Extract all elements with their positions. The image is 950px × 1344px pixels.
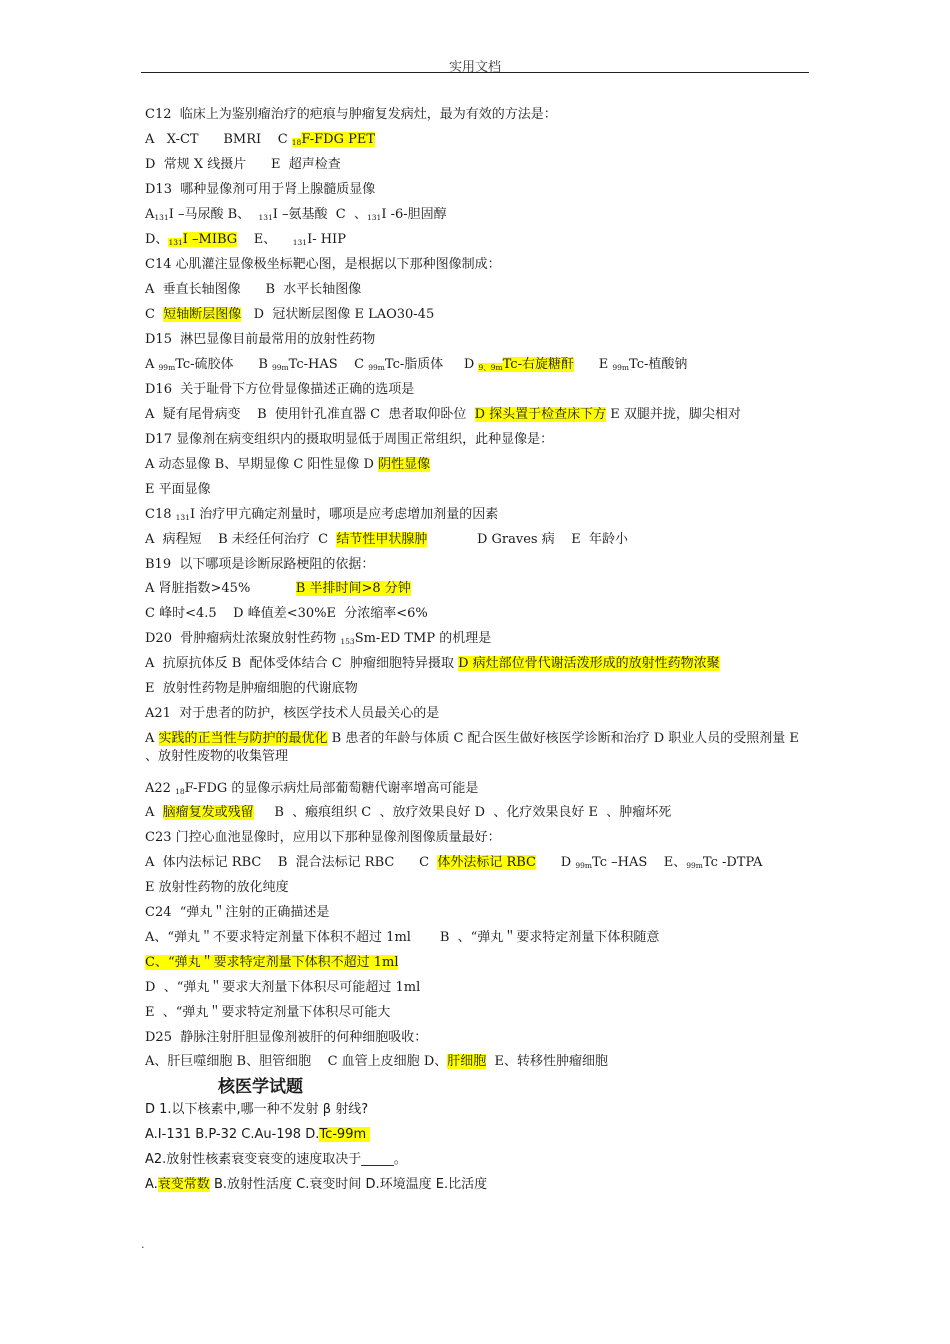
text-segment: A xyxy=(145,731,159,746)
highlighted-answer: Tc-99m xyxy=(319,1127,371,1142)
text-line xyxy=(145,456,430,474)
text-segment: B 、瘢痕组织 C 、放疗效果良好 D 、化疗效果良好 E 、肿瘤坏死 xyxy=(253,805,672,820)
isotope-mass-number: 131 xyxy=(367,213,382,222)
text-segment: D16 关于耻骨下方位骨显像描述正确的选项是 xyxy=(145,382,415,397)
header-rule xyxy=(141,72,809,73)
isotope-mass-number: 131 xyxy=(258,213,273,222)
text-segment: E、转移性肿瘤细胞 xyxy=(486,1054,609,1069)
text-line xyxy=(145,1176,487,1194)
text-line xyxy=(145,531,628,549)
text-segment: Sm-ED TMP 的机理是 xyxy=(354,631,492,646)
text-line xyxy=(145,829,501,847)
text-line xyxy=(145,256,501,274)
text-segment: A 病程短 B 未经任何治疗 C xyxy=(145,532,337,547)
highlighted-answer: B 半排时间>8 分钟 xyxy=(295,581,411,596)
text-line xyxy=(145,1053,608,1071)
text-line xyxy=(145,131,375,150)
text-segment: B19 以下哪项是诊断尿路梗阻的依据： xyxy=(145,557,375,572)
text-segment: Tc-脂质体 D xyxy=(384,357,479,372)
text-line xyxy=(145,281,361,299)
text-line xyxy=(145,780,478,799)
highlighted-answer: 131 xyxy=(168,238,183,247)
text-line xyxy=(145,854,762,873)
text-segment: A 疑有尾骨病变 B 使用针孔准直器 C 患者取仰卧位 xyxy=(145,407,475,422)
highlighted-answer: 结节性甲状腺肿 xyxy=(336,532,428,547)
highlighted-answer: 9、9m xyxy=(478,363,503,372)
text-segment: E 、“弹丸＂要求特定剂量下体积尽可能大 xyxy=(145,1005,391,1020)
text-segment: E 放射性药物是肿瘤细胞的代谢底物 xyxy=(145,681,358,696)
text-segment: D20 骨肿瘤病灶浓聚放射性药物 xyxy=(145,631,341,646)
text-segment: F-FDG 的显像示病灶局部葡萄糖代谢率增高可能是 xyxy=(184,781,479,796)
highlighted-answer: 脑瘤复发或残留 xyxy=(162,805,254,820)
text-segment: I 治疗甲亢确定剂量时，哪项是应考虑增加剂量的因素 xyxy=(189,507,499,522)
text-line xyxy=(145,730,810,766)
text-line xyxy=(145,580,411,598)
text-line xyxy=(145,804,671,822)
text-line xyxy=(145,1101,368,1119)
isotope-mass-number: 99m xyxy=(686,861,703,870)
text-segment: A 动态显像 B、早期显像 C 阳性显像 D xyxy=(145,457,379,472)
text-line xyxy=(145,979,420,997)
text-segment: D Graves 病 E 年龄小 xyxy=(427,532,628,547)
text-line xyxy=(145,206,447,225)
highlighted-answer: D 探头置于检查床下方 xyxy=(474,407,607,422)
text-line xyxy=(145,1004,390,1022)
text-line xyxy=(145,556,374,574)
text-segment: A xyxy=(145,357,159,372)
text-line xyxy=(145,181,375,199)
text-segment: D13 哪种显像剂可用于肾上腺髓质显像 xyxy=(145,182,376,197)
highlighted-answer: 阴性显像 xyxy=(378,457,431,472)
text-segment: A xyxy=(145,207,155,222)
text-segment: D 冠状断层图像 E LAO30-45 xyxy=(241,307,435,322)
text-line xyxy=(145,331,375,349)
footer-mark: . xyxy=(141,1238,145,1251)
text-segment: A、“弹丸＂不要求特定剂量下体积不超过 1ml B 、“弹丸＂要求特定剂量下体积随意 xyxy=(145,930,660,945)
text-segment: A21 对于患者的防护，核医学技术人员最关心的是 xyxy=(145,706,440,721)
text-segment: C xyxy=(145,307,164,322)
text-line xyxy=(145,1151,407,1169)
text-segment: E 双腿并拢，脚尖相对 xyxy=(606,407,741,422)
text-line xyxy=(145,231,346,250)
text-line xyxy=(145,506,498,525)
text-segment: C14 心肌灌注显像极坐标靶心图，是根据以下那种图像制成： xyxy=(145,257,501,272)
text-line xyxy=(145,1126,370,1144)
text-segment: E 平面显像 xyxy=(145,482,211,497)
highlighted-answer: I –MIBG xyxy=(182,232,238,247)
text-segment: I –马尿酸 B、 xyxy=(168,207,259,222)
text-segment: C 峰时<4.5 D 峰值差<30%E 分浓缩率<6% xyxy=(145,606,428,621)
text-segment: D 常规 X 线摄片 E 超声检查 xyxy=(145,157,341,172)
text-line xyxy=(145,306,434,324)
text-segment: Tc -DTPA xyxy=(702,855,763,870)
text-segment: D xyxy=(536,855,576,870)
text-segment: B.放射性活度 C.衰变时间 D.环境温度 E.比活度 xyxy=(209,1177,488,1192)
highlighted-answer: 短轴断层图像 xyxy=(163,307,242,322)
text-segment: A.I-131 B.P-32 C.Au-198 D. xyxy=(145,1127,320,1142)
text-line xyxy=(145,605,428,623)
text-segment: I –氨基酸 C 、 xyxy=(272,207,368,222)
highlighted-answer: C、“弹丸＂要求特定剂量下体积不超过 1ml xyxy=(145,955,399,970)
isotope-mass-number: 99m xyxy=(612,363,630,372)
text-segment: D15 淋巴显像目前最常用的放射性药物 xyxy=(145,332,376,347)
text-line xyxy=(145,954,398,972)
text-segment: Tc –HAS E、 xyxy=(592,855,687,870)
text-line xyxy=(145,879,289,897)
text-segment: D 、“弹丸＂要求大剂量下体积尽可能超过 1ml xyxy=(145,980,421,995)
text-segment: E、 xyxy=(237,232,293,247)
text-segment: Tc-硫胶体 B xyxy=(175,357,273,372)
text-segment: I -6-胆固醇 xyxy=(381,207,447,222)
text-segment: A 体内法标记 RBC B 混合法标记 RBC C xyxy=(145,855,438,870)
text-segment: D 1.以下核素中,哪一种不发射 β 射线? xyxy=(145,1102,369,1117)
text-segment: C23 门控心血池显像时，应用以下那种显像剂图像质量最好： xyxy=(145,830,501,845)
text-line xyxy=(145,680,358,698)
text-segment: A 垂直长轴图像 B 水平长轴图像 xyxy=(145,282,362,297)
text-line xyxy=(145,705,439,723)
section-title: 核医学试题 xyxy=(218,1077,303,1097)
isotope-mass-number: 99m xyxy=(272,363,289,372)
text-line xyxy=(145,156,341,174)
text-line xyxy=(145,1029,427,1047)
isotope-mass-number: 131 xyxy=(175,513,190,522)
page-header: 实用文档 xyxy=(448,60,501,75)
text-segment: E xyxy=(573,357,613,372)
highlighted-answer: 衰变常数 xyxy=(157,1177,210,1192)
isotope-mass-number: 131 xyxy=(154,213,169,222)
text-segment: A22 xyxy=(145,781,176,796)
text-segment: I- HIP xyxy=(307,232,346,247)
text-line xyxy=(145,904,329,922)
text-segment: A 抗原抗体反 B 配体受体结合 C 肿瘤细胞特异摄取 xyxy=(145,656,459,671)
text-line xyxy=(145,630,491,649)
text-line xyxy=(145,431,553,449)
highlighted-answer: F-FDG PET xyxy=(301,132,376,147)
text-line xyxy=(145,655,720,673)
text-segment: A 肾脏指数>45% xyxy=(145,581,296,596)
text-segment: A X-CT BMRI C xyxy=(145,132,292,147)
text-line xyxy=(145,106,557,124)
text-segment: Tc-植酸钠 xyxy=(629,357,688,372)
text-segment: Tc-HAS C xyxy=(288,357,369,372)
highlighted-answer: 肝细胞 xyxy=(447,1054,487,1069)
text-segment: A、肝巨噬细胞 B、胆管细胞 C 血管上皮细胞 D、 xyxy=(145,1054,448,1069)
text-line xyxy=(145,381,414,399)
highlighted-answer: 体外法标记 RBC xyxy=(437,855,537,870)
highlighted-answer: 18 xyxy=(291,138,302,147)
text-line xyxy=(145,929,659,947)
isotope-mass-number: 153 xyxy=(340,637,355,646)
text-segment: A xyxy=(145,805,163,820)
text-segment: A. xyxy=(145,1177,158,1192)
highlighted-answer: Tc-右旋糖酐 xyxy=(502,357,574,372)
isotope-mass-number: 99m xyxy=(158,363,176,372)
text-segment: D、 xyxy=(145,232,169,247)
text-segment: E 放射性药物的放化纯度 xyxy=(145,880,289,895)
text-segment: C12 临床上为鉴别瘤治疗的疤痕与肿瘤复发病灶，最为有效的方法是： xyxy=(145,107,557,122)
text-segment: B 患者的年龄与体质 C 配合医生做好核医学诊断和治疗 D 职业人员的受照剂量 E 、放射性废物的收集管理 xyxy=(145,731,799,764)
text-segment: D25 静脉注射肝胆显像剂被肝的何种细胞吸收： xyxy=(145,1030,428,1045)
text-line xyxy=(145,356,687,375)
highlighted-answer: 实践的正当性与防护的最优化 xyxy=(158,731,328,746)
text-line xyxy=(145,406,741,424)
text-segment: C18 xyxy=(145,507,176,522)
highlighted-answer: D 病灶部位骨代谢活泼形成的放射性药物浓聚 xyxy=(458,656,720,671)
isotope-mass-number: 99m xyxy=(368,363,385,372)
text-segment: C24 “弹丸＂注射的正确描述是 xyxy=(145,905,330,920)
isotope-mass-number: 18 xyxy=(175,787,185,796)
isotope-mass-number: 99m xyxy=(575,861,593,870)
isotope-mass-number: 131 xyxy=(292,238,308,247)
text-line xyxy=(145,481,211,499)
text-segment: A2.放射性核素衰变衰变的速度取决于_____。 xyxy=(145,1152,407,1167)
text-segment: D17 显像剂在病变组织内的摄取明显低于周围正常组织，此种显像是： xyxy=(145,432,554,447)
